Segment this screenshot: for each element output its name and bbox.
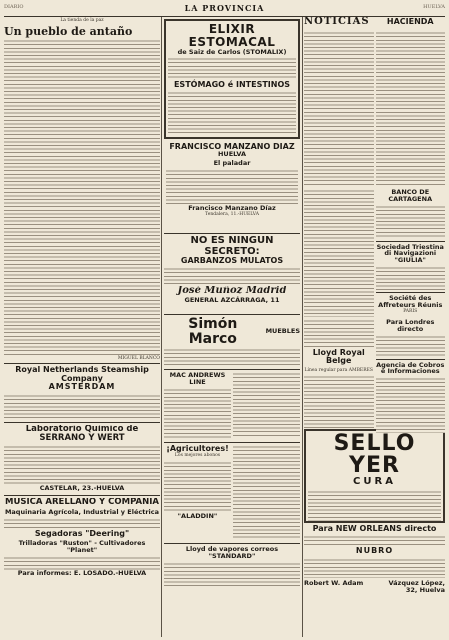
masthead-title: LA PROVINCIA (184, 3, 265, 13)
ad-secreto (164, 236, 300, 284)
ad-francisco-footer: Francisco Manzano Díaz (188, 204, 276, 213)
ad-laboratorio (4, 425, 160, 493)
ad-sucais-city: PARIS (403, 308, 418, 314)
masthead (4, 2, 445, 17)
ad-macandrews-title: MAC ANDREWS LINE (169, 372, 226, 386)
ad-munoz-street: GENERAL AZCÁRRAGA, 11 (184, 295, 280, 304)
ad-royal-title: Royal Netherlands Steamship Company (15, 366, 149, 383)
ad-musica-footer: Para informes: E. LOSADO.-HUELVA (17, 569, 147, 578)
ad-royal-agent (73, 420, 116, 421)
ad-simon (164, 317, 300, 367)
ad-francisco-city: HUELVA (217, 150, 247, 159)
ad-royal-netherlands (4, 366, 160, 420)
column-rule-2 (302, 17, 303, 637)
ad-munoz (164, 286, 300, 312)
masthead-right: HUELVA (423, 4, 445, 10)
ad-royal-agent-label (48, 420, 72, 421)
masthead-left: DIARIO (4, 4, 24, 10)
article-kicker: La tienda de la paz (60, 18, 104, 23)
ad-francisco-sub: El paladar (213, 159, 251, 168)
ad-francisco-name: FRANCISCO MANZANO DIAZ (169, 142, 295, 151)
ad-lloyd-belge-title: Lloyd Royal Belge (312, 348, 365, 366)
ad-neworleans-sub: NUBRO (355, 546, 394, 556)
ad-elixir-tag: ESTÓMAGO é INTESTINOS (173, 80, 291, 89)
ad-sello-sub: CURA (353, 476, 396, 487)
ad-lloyd-belge-sub: Línea regular para AMBERES (304, 367, 373, 373)
ad-sello-yer (304, 429, 445, 523)
ad-sello-title: SELLO YER (333, 431, 416, 478)
ad-simon-name: Simón Marco (188, 317, 238, 347)
ad-musica-s1: Segadoras "Deering" (34, 529, 130, 539)
ad-secreto-title: NO ES NINGUN SECRETO: (190, 236, 274, 257)
ad-agricultores (164, 445, 231, 541)
section-noticias: NOTICIAS (304, 17, 370, 27)
column-1 (4, 17, 160, 637)
ad-francisco (164, 141, 300, 231)
ad-new-orleans (304, 525, 445, 599)
ad-elixir (164, 19, 300, 139)
ad-elixir-sub: de Saiz de Carlos (STOMALIX) (177, 48, 287, 57)
ad-musica-title: MUSICA ARELLANO Y COMPAÑIA (5, 498, 159, 508)
ad-munoz-name: José Muñoz Madrid (177, 286, 287, 296)
ad-musica-s2: Trilladoras "Ruston" - Cultivadores "Planet" (18, 539, 146, 555)
ad-lloyd-standard (164, 546, 300, 586)
column-rule-1 (161, 17, 162, 637)
ad-royal-sub: AMSTERDAM (48, 382, 116, 392)
ad-neworleans-title: Para NEW ORLEANS directo (312, 525, 437, 533)
ad-agencia: Agencia de Cobros é Informaciones (376, 360, 445, 376)
ad-lab-title: Laboratorio Químico de SERRANO Y WERT (25, 425, 139, 444)
ad-macandrews (164, 372, 231, 440)
ad-london: Para Londres directo (386, 318, 435, 333)
ad-musica-sub: Maquinaria Agrícola, Industrial y Eléctrica (4, 508, 160, 517)
ad-neworleans-addr: Vázquez López, 32, Huelva (388, 578, 445, 594)
article-signature: MIGUEL BLANCO (117, 356, 160, 362)
ad-simon-tag: MUEBLES (265, 327, 300, 336)
ad-lloyd-title: Lloyd de vapores correos "STANDARD" (185, 546, 279, 560)
ad-agric-sub: Los mejores abonos (174, 453, 221, 459)
ad-francisco-place: Tendalera, 11.-HUELVA (205, 211, 259, 217)
column-3 (304, 17, 445, 637)
article-title: Un pueblo de antaño (4, 25, 133, 39)
ad-sociedad-sub: "GIULIA" (394, 256, 426, 265)
article-body (4, 39, 160, 355)
ad-musica (4, 498, 160, 584)
ad-sociedad-title: Sociedad Triestina di Navigazioni (376, 242, 444, 258)
ad-elixir-title: ELIXIR ESTOMACAL (188, 22, 276, 49)
ad-agric-title: ¡Agricultores! (166, 445, 229, 453)
column-2 (164, 17, 300, 637)
ad-sucais-title: Société des Affreteurs Réunis (378, 294, 443, 309)
section-hacienda: HACIENDA (386, 17, 434, 26)
ad-secreto-sub: GARBANZOS MULATOS (180, 256, 284, 265)
ad-aladdin: "ALADDIN" (177, 511, 218, 520)
ad-lab-address: CASTELAR, 23.-HUELVA (39, 484, 125, 493)
ad-neworleans-agent: Robert W. Adam (304, 578, 364, 587)
ad-banco: BANCO DE CARTAGENA (388, 188, 433, 203)
